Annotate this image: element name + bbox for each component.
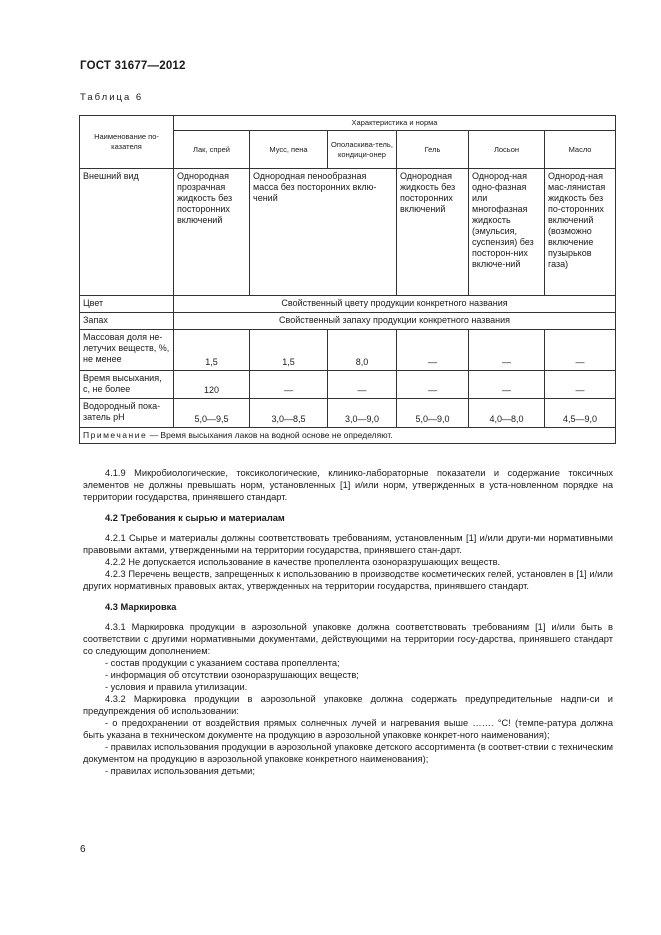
table-cell: Однородная пенообразная масса без посторонних вклю-чений (250, 169, 397, 296)
header-product: Масло (545, 131, 616, 169)
section-heading-4-2: 4.2 Требования к сырью и материалам (105, 513, 285, 523)
table-cell: — (397, 371, 469, 399)
table-cell: 4,0—8,0 (469, 399, 545, 428)
table-caption: Таблица 6 (80, 92, 144, 103)
header-characteristic: Характеристика и норма (174, 116, 616, 131)
table-cell: 3,0—8,5 (250, 399, 328, 428)
paragraph-4-2-2: 4.2.2 Не допускается использование в качестве пропеллента озоноразрушающих веществ. (105, 557, 501, 567)
table-cell: Свойственный запаху продукции конкретного названия (174, 313, 616, 330)
table-cell: — (545, 330, 616, 371)
paragraph-4-3-2: 4.3.2 Маркировка продукции в аэрозольной упаковке должна содержать предупредительные надпи-си и предупреждения об использовании: (83, 694, 613, 716)
table-cell: 8,0 (328, 330, 397, 371)
table-cell: — (545, 371, 616, 399)
table-cell: 1,5 (174, 330, 250, 371)
table-cell: 3,0—9,0 (328, 399, 397, 428)
table-cell: Однородная жидкость без посторонних включений (397, 169, 469, 296)
list-item: - о предохранении от воздействия прямых солнечных лучей и нагревания выше ……. °C! (темпе-ратура должна быть указана в техническом документе на продукцию в аэрозольной упаковке конкрет-ного наименования); (83, 718, 613, 740)
table-note-row (80, 428, 616, 444)
row-label: Водородный пока-затель pH (80, 399, 174, 428)
page-number: 6 (80, 844, 86, 855)
row-label: Массовая доля не-летучих веществ, %, не менее (80, 330, 174, 371)
list-item: - правилах использования продукции в аэрозольной упаковке детского ассортимента (в соответ-ствии с техническим документом на продукцию в аэрозольной упаковке конкретного наименования); (83, 742, 613, 764)
table-cell: 5,0—9,5 (174, 399, 250, 428)
table-row (80, 313, 616, 330)
header-product: Мусс, пена (250, 131, 328, 169)
table-cell: Однород-ная одно-фазная или многофазная жидкость (эмульсия, суспензия) без посторон-них включе-ний (469, 169, 545, 296)
paragraph-4-2-1: 4.2.1 Сырье и материалы должны соответствовать требованиям, установленным [1] и/или други-ми нормативными правовыми актами, утвержденными на территории государства, принявшего стан-дарт. (83, 533, 613, 555)
header-product: Гель (397, 131, 469, 169)
note-text: — Время высыхания лаков на водной основе не определяют. (147, 430, 393, 440)
list-item: - состав продукции с указанием состава пропеллента; (105, 658, 340, 668)
table-cell: Свойственный цвету продукции конкретного названия (174, 296, 616, 313)
body-text (83, 467, 613, 777)
table-cell: — (328, 371, 397, 399)
header-indicator-name: Наименование по-казателя (80, 116, 174, 169)
table-cell: Однородная прозрачная жидкость без посторонних включений (174, 169, 250, 296)
table-cell: 4,5—9,0 (545, 399, 616, 428)
paragraph-4-3-1: 4.3.1 Маркировка продукции в аэрозольной упаковке должна соответствовать требованиям [1] и/или быть в соответствии с другими нормативными документами, действующими на территории госу-дарства, принявшего стандарт со следующим дополнением: (83, 622, 613, 656)
row-label: Время высыхания, с, не более (80, 371, 174, 399)
list-item: - информация об отсутствии озоноразрушающих веществ; (105, 670, 359, 680)
row-label: Внешний вид (80, 169, 174, 296)
table-row (80, 399, 616, 428)
table-cell: 120 (174, 371, 250, 399)
header-product: Лак, спрей (174, 131, 250, 169)
header-product: Лосьон (469, 131, 545, 169)
section-heading-4-3: 4.3 Маркировка (105, 602, 177, 612)
table-cell: — (397, 330, 469, 371)
table-cell: — (469, 330, 545, 371)
table-cell: — (469, 371, 545, 399)
document-header: ГОСТ 31677—2012 (80, 60, 186, 72)
paragraph-4-2-3: 4.2.3 Перечень веществ, запрещенных к использованию в производстве косметических гелей, установлен в [1] и/или других нормативных правовых актах, утвержденных на территории государства, принявшего стандарт. (83, 569, 613, 591)
paragraph-4-1-9: 4.1.9 Микробиологические, токсикологические, клинико-лабораторные показатели и содержание токсичных элементов не должны превышать норм, установленных [1] и/или норм, утвержденных в уста-новленном порядке на территории государства, принявшего стандарт. (83, 468, 613, 502)
row-label: Цвет (80, 296, 174, 313)
table-cell: 5,0—9,0 (397, 399, 469, 428)
note-label: Примечание (83, 430, 148, 440)
header-product: Ополаскива-тель, кондици-онер (328, 131, 397, 169)
table-row (80, 169, 616, 296)
row-label: Запах (80, 313, 174, 330)
table-6 (79, 115, 616, 444)
table-row (80, 296, 616, 313)
table-row (80, 371, 616, 399)
table-cell: — (250, 371, 328, 399)
table-row (80, 330, 616, 371)
table-note (80, 428, 616, 444)
list-item: - правилах использования детьми; (105, 766, 255, 776)
table-cell: Однород-ная мас-лянистая жидкость без по-сторонних включений (возможно включение пузырьков газа) (545, 169, 616, 296)
list-item: - условия и правила утилизации. (105, 682, 248, 692)
table-cell: 1,5 (250, 330, 328, 371)
